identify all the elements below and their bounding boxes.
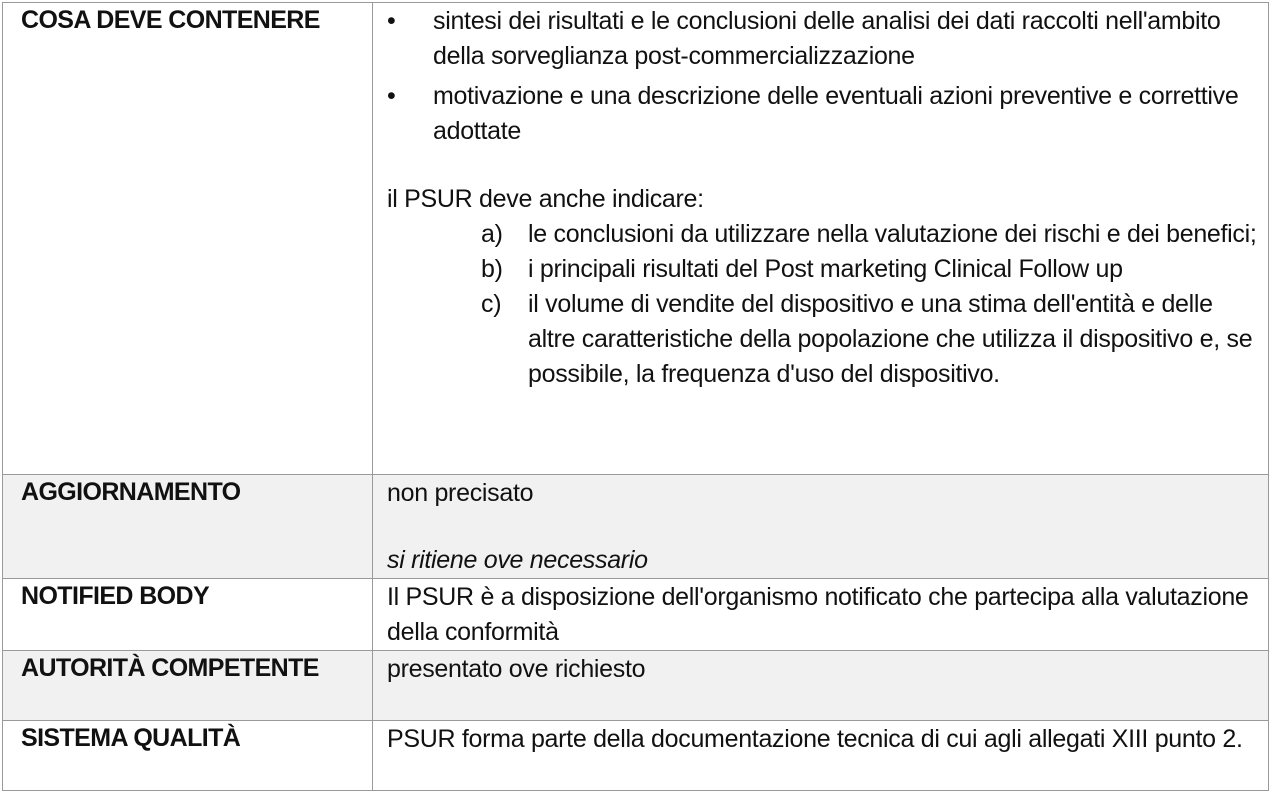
row-aggiornamento: [3, 475, 1269, 579]
item-letter: a): [481, 220, 503, 248]
list-item: [387, 4, 1258, 74]
bullet-list: [387, 4, 1258, 149]
bullet-text: sintesi dei risultati e le conclusioni delle analisi dei dati raccolti nell'ambito della sorveglianza post-commercializzazione: [433, 7, 1221, 70]
list-item: [387, 287, 1258, 392]
list-item: [387, 217, 1258, 252]
row-content: Il PSUR è a disposizione dell'organismo notificato che partecipa alla valutazione della conformità: [373, 579, 1269, 651]
row-cosa-deve-contenere: [3, 3, 1269, 475]
intro-text: il PSUR deve anche indicare:: [387, 185, 704, 213]
item-text: il volume di vendite del dispositivo e una stima dell'entità e delle altre caratteristiche della popolazione che utilizza il dispositivo e, se possibile, la frequenza d'uso del dispositivo.: [528, 290, 1253, 388]
row-autorita-competente: [3, 651, 1269, 721]
row-label: AGGIORNAMENTO: [3, 475, 373, 579]
row-note: si ritiene ove necessario: [387, 546, 648, 574]
bullet-text: motivazione e una descrizione delle eventuali azioni preventive e correttive adottate: [433, 82, 1239, 145]
item-letter: c): [481, 290, 502, 318]
lettered-list: [387, 217, 1258, 392]
row-label: SISTEMA QUALITÀ: [3, 721, 373, 791]
psur-table: [2, 2, 1269, 791]
bullet-icon: •: [387, 7, 396, 35]
row-content: PSUR forma parte della documentazione tecnica di cui agli allegati XIII punto 2.: [373, 721, 1269, 791]
item-text: i principali risultati del Post marketing Clinical Follow up: [528, 255, 1123, 283]
item-text: le conclusioni da utilizzare nella valutazione dei rischi e dei benefici;: [528, 220, 1257, 248]
row-text: non precisato: [387, 479, 534, 507]
item-letter: b): [481, 255, 503, 283]
list-item: [387, 252, 1258, 287]
row-content: presentato ove richiesto: [373, 651, 1269, 721]
list-item: [387, 79, 1258, 149]
row-label: COSA DEVE CONTENERE: [3, 3, 373, 475]
row-label: AUTORITÀ COMPETENTE: [3, 651, 373, 721]
bullet-icon: •: [387, 82, 396, 110]
row-sistema-qualita: [3, 721, 1269, 791]
row-notified-body: [3, 579, 1269, 651]
row-content: [373, 3, 1269, 475]
row-label: NOTIFIED BODY: [3, 579, 373, 651]
row-content: [373, 475, 1269, 579]
